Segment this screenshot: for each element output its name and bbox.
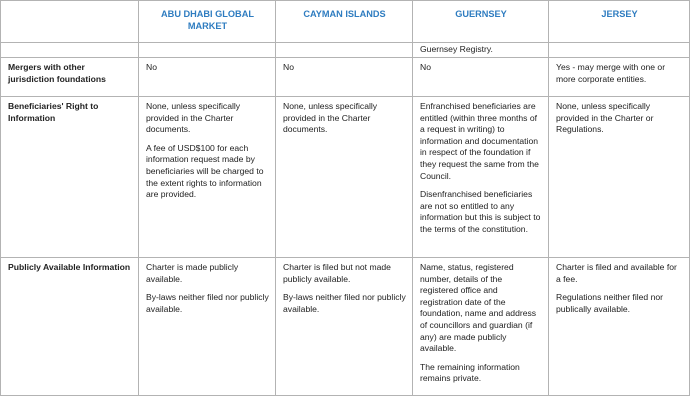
cell-text: Regulations neither filed nor publically available. bbox=[556, 292, 664, 314]
row-label: Mergers with other jurisdiction foundations bbox=[1, 58, 139, 97]
continuation-cayman-cell bbox=[276, 43, 413, 58]
row-label: Beneficiaries' Right to Information bbox=[1, 97, 139, 258]
cell-text: By-laws neither filed nor publicly available. bbox=[146, 292, 269, 314]
continuation-guernsey-cell: Guernsey Registry. bbox=[413, 43, 549, 58]
row-beneficiaries-information bbox=[1, 97, 690, 258]
cell-text: By-laws neither filed nor publicly available. bbox=[283, 292, 406, 314]
cell-cayman bbox=[276, 258, 413, 396]
header-jersey: JERSEY bbox=[549, 1, 690, 43]
header-abu-dhabi: ABU DHABI GLOBAL MARKET bbox=[139, 1, 276, 43]
cell-guernsey bbox=[413, 258, 549, 396]
continuation-jersey-cell bbox=[549, 43, 690, 58]
continuation-row bbox=[1, 43, 690, 58]
row-publicly-available bbox=[1, 258, 690, 396]
header-empty-cell bbox=[1, 1, 139, 43]
cell-adgm bbox=[139, 258, 276, 396]
cell-text: No bbox=[420, 62, 431, 72]
cell-text: Charter is filed and available for a fee. bbox=[556, 262, 677, 284]
header-cayman: CAYMAN ISLANDS bbox=[276, 1, 413, 43]
cell-text: No bbox=[146, 62, 157, 72]
cell-adgm bbox=[139, 58, 276, 97]
cell-text: None, unless specifically provided in the Charter documents. bbox=[283, 101, 378, 135]
header-row bbox=[1, 1, 690, 43]
cell-cayman bbox=[276, 97, 413, 258]
cell-text: Charter is made publicly available. bbox=[146, 262, 239, 284]
cell-text: Enfranchised beneficiaries are entitled (within three months of a request in writing) to information and documentation in respect of the foundation if they request the same from the Council. bbox=[420, 101, 539, 181]
cell-cayman bbox=[276, 58, 413, 97]
cell-text: Yes - may merge with one or more corporate entities. bbox=[556, 62, 666, 84]
cell-text: Disenfranchised beneficiaries are not so entitled to any information but this is subject to the terms of the constitution. bbox=[420, 189, 541, 234]
row-label: Publicly Available Information bbox=[1, 258, 139, 396]
continuation-adgm-cell bbox=[139, 43, 276, 58]
cell-jersey bbox=[549, 97, 690, 258]
row-mergers bbox=[1, 58, 690, 97]
continuation-label-cell bbox=[1, 43, 139, 58]
cell-jersey bbox=[549, 258, 690, 396]
cell-text: A fee of USD$100 for each information request made by beneficiaries will be charged to the extent rights to information are provided. bbox=[146, 142, 264, 200]
cell-text: Charter is filed but not made publicly available. bbox=[283, 262, 391, 284]
cell-text: None, unless specifically provided in the Charter or Regulations. bbox=[556, 101, 654, 135]
cell-guernsey bbox=[413, 58, 549, 97]
cell-text: Name, status, registered number, details of the registered office and registration date of the foundation, name and address of councillors and guardian (if any) are made publicly available. bbox=[420, 262, 537, 354]
cell-text: No bbox=[283, 62, 294, 72]
cell-guernsey bbox=[413, 97, 549, 258]
cell-text: None, unless specifically provided in the Charter documents. bbox=[146, 101, 241, 135]
cell-text: The remaining information remains private. bbox=[420, 361, 520, 384]
cell-jersey bbox=[549, 58, 690, 97]
header-guernsey: GUERNSEY bbox=[413, 1, 549, 43]
cell-adgm bbox=[139, 97, 276, 258]
